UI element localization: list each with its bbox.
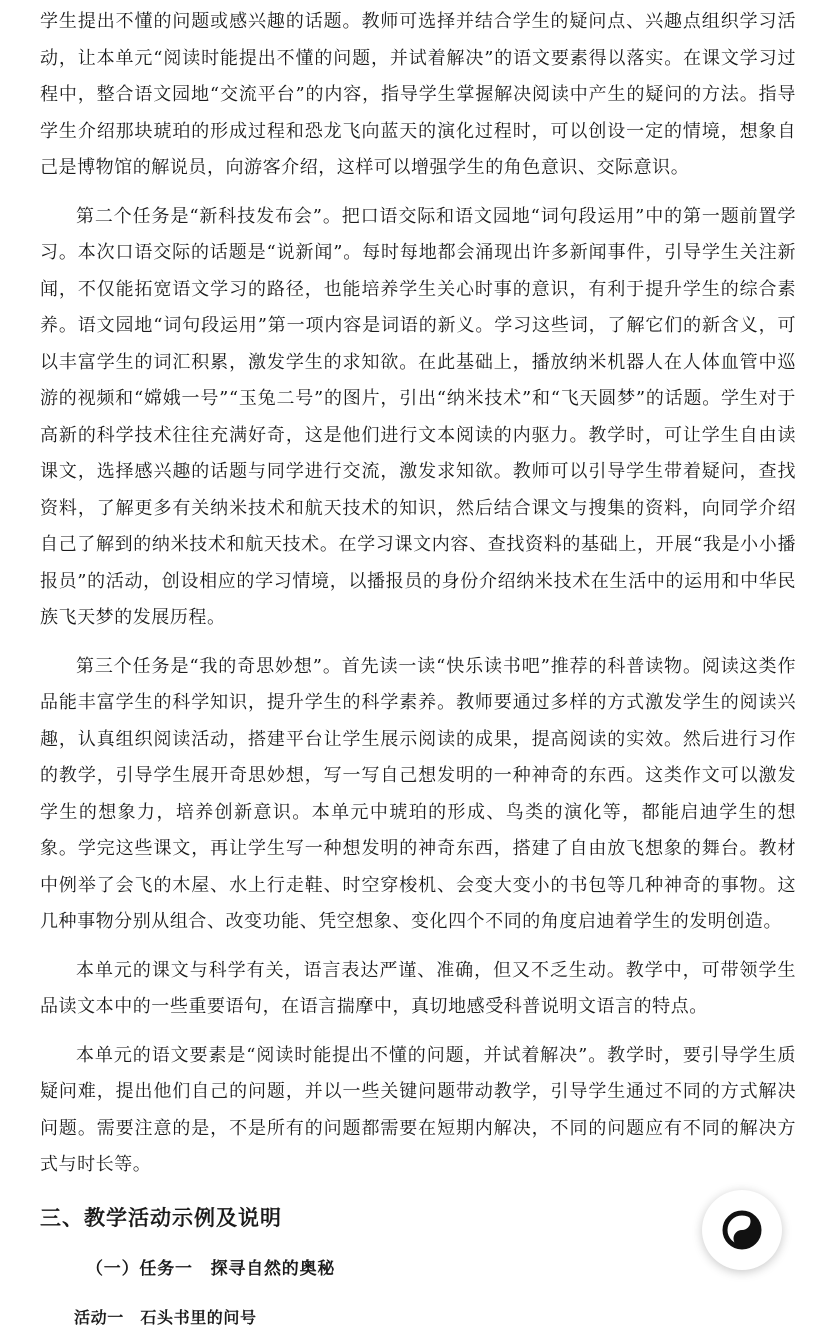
floating-action-button[interactable] bbox=[702, 1190, 782, 1270]
spiral-logo-icon bbox=[719, 1207, 765, 1253]
body-paragraph-5: 本单元的语文要素是“阅读时能提出不懂的问题，并试着解决”。教学时，要引导学生质疑问难，提出他们自己的问题，并以一些关键问题带动教学，引导学生通过不同的方式解决问题。需要注意的是，不是所有的问题都需要在短期内解决，不同的问题应有不同的解决方式与时长等。 bbox=[40, 1044, 796, 1175]
section-heading: 三、教学活动示例及说明 bbox=[40, 1205, 282, 1230]
body-paragraph-3: 第三个任务是“我的奇思妙想”。首先读一读“快乐读书吧”推荐的科普读物。阅读这类作品能丰富学生的科学知识，提升学生的科学素养。教师要通过多样的方式激发学生的阅读兴趣，认真组织阅读活动，搭建平台让学生展示阅读的成果，提高阅读的实效。然后进行习作的教学，引导学生展开奇思妙想，写一写自己想发明的一种神奇的东西。这类作文可以激发学生的想象力，培养创新意识。本单元中琥珀的形成、鸟类的演化等，都能启迪学生的想象。学完这些课文，再让学生写一种想发明的神奇东西，搭建了自由放飞想象的舞台。教材中例举了会飞的木屋、水上行走鞋、时空穿梭机、会变大变小的书包等几种神奇的事物。这几种事物分别从组合、改变功能、凭空想象、变化四个不同的角度启迪着学生的发明创造。 bbox=[40, 655, 796, 932]
body-paragraph-2: 第二个任务是“新科技发布会”。把口语交际和语文园地“词句段运用”中的第一题前置学习。本次口语交际的话题是“说新闻”。每时每地都会涌现出许多新闻事件，引导学生关注新闻，不仅能拓宽语文学习的路径，也能培养学生关心时事的意识，有利于提升学生的综合素养。语文园地“词句段运用”第一项内容是词语的新义。学习这些词，了解它们的新含义，可以丰富学生的词汇积累，激发学生的求知欲。在此基础上，播放纳米机器人在人体血管中巡游的视频和“嫦娥一号”“玉兔二号”的图片，引出“纳米技术”和“飞天圆梦”的话题。学生对于高新的科学技术往往充满好奇，这是他们进行文本阅读的内驱力。教学时，可让学生自由读课文，选择感兴趣的话题与同学进行交流，激发求知欲。教师可以引导学生带着疑问，查找资料，了解更多有关纳米技术和航天技术的知识，然后结合课文与搜集的资料，向同学介绍自己了解到的纳米技术和航天技术。在学习课文内容、查找资料的基础上，开展“我是小小播报员”的活动，创设相应的学习情境，以播报员的身份介绍纳米技术在生活中的运用和中华民族飞天梦的发展历程。 bbox=[40, 205, 796, 628]
body-paragraph-1: 学生提出不懂的问题或感兴趣的话题。教师可选择并结合学生的疑问点、兴趣点组织学习活动，让本单元“阅读时能提出不懂的问题，并试着解决”的语文要素得以落实。在课文学习过程中，整合语文园地“交流平台”的内容，指导学生掌握解决阅读中产生的疑问的方法。指导学生介绍那块琥珀的形成过程和恐龙飞向蓝天的演化过程时，可以创设一定的情境，想象自己是博物馆的解说员，向游客介绍，这样可以增强学生的角色意识、交际意识。 bbox=[40, 11, 796, 178]
document-page bbox=[40, 4, 796, 1332]
task-sub-heading: （一）任务一 探寻自然的奥秘 bbox=[86, 1258, 336, 1279]
body-paragraph-4: 本单元的课文与科学有关，语言表达严谨、准确，但又不乏生动。教学中，可带领学生品读文本中的一些重要语句，在语言揣摩中，真切地感受科普说明文语言的特点。 bbox=[40, 959, 796, 1017]
activity-heading: 活动一 石头书里的问号 bbox=[74, 1307, 257, 1327]
